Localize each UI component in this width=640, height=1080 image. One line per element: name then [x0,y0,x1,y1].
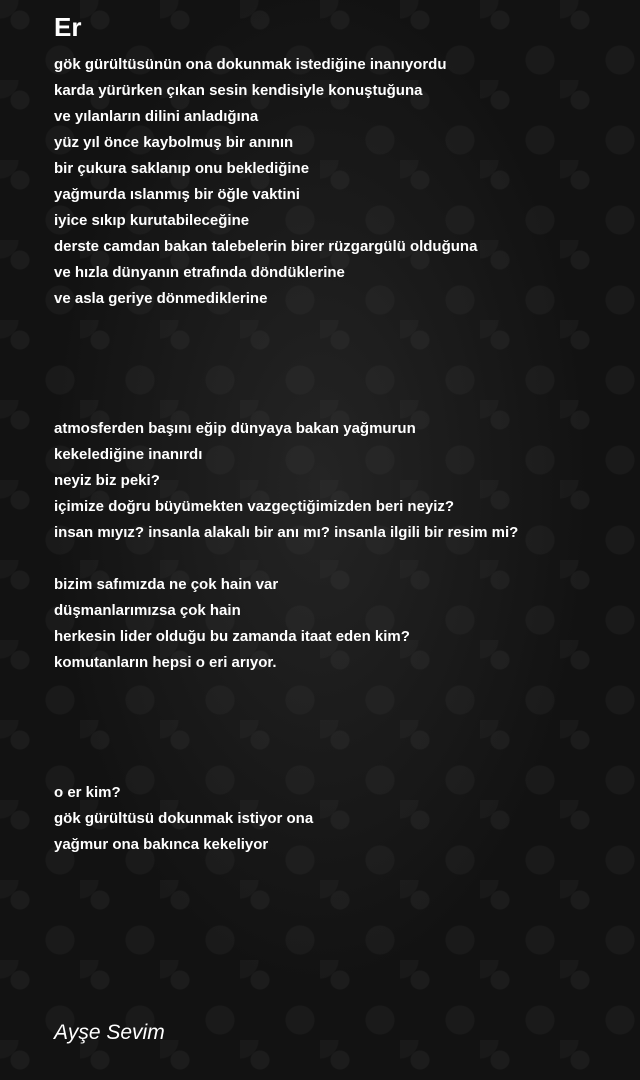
poem-line: gök gürültüsü dokunmak istiyor ona [54,810,314,827]
poem-line: gök gürültüsünün ona dokunmak istediğine inanıyordu [54,56,447,73]
poem-line: ve yılanların dilini anladığına [54,108,259,125]
stanza-gap [54,676,624,780]
poem-line: atmosferden başını eğip dünyaya bakan yağmurun [54,420,416,437]
poem-line: derste camdan bakan talebelerin birer rüzgargülü olduğuna [54,238,478,255]
poem-line: o er kim? [54,784,121,801]
poem-line: iyice sıkıp kurutabileceğine [54,212,250,229]
poem-line: içimize doğru büyümekten vazgeçtiğimizden beri neyiz? [54,498,455,515]
stanza-gap [54,546,624,572]
poem-body [54,52,624,858]
poem-line: bizim safımızda ne çok hain var [54,576,279,593]
poem-line: düşmanlarımızsa çok hain [54,602,241,619]
poem-line: ve asla geriye dönmediklerine [54,290,268,307]
poem-stanza-2 [54,416,624,546]
poem-line: yağmur ona bakınca kekeliyor [54,836,269,853]
poem-line: herkesin lider olduğu bu zamanda itaat eden kim? [54,628,410,645]
poem-line: insan mıyız? insanla alakalı bir anı mı? insanla ilgili bir resim mi? [54,524,519,541]
poem-stanza-4 [54,780,624,858]
poem-line: bir çukura saklanıp onu beklediğine [54,160,310,177]
poem-line: ve hızla dünyanın etrafında döndüklerine [54,264,345,281]
poem-stanza-1 [54,52,624,312]
poem-line: neyiz biz peki? [54,472,160,489]
poem-author: Ayşe Sevim [54,1021,165,1044]
poem-title: Er [54,12,82,42]
poem-line: yüz yıl önce kaybolmuş bir anının [54,134,294,151]
poem-line: karda yürürken çıkan sesin kendisiyle konuştuğuna [54,82,423,99]
poem-stanza-3 [54,572,624,676]
poem-line: kekelediğine inanırdı [54,446,203,463]
poem-line: yağmurda ıslanmış bir öğle vaktini [54,186,300,203]
poem-line: komutanların hepsi o eri arıyor. [54,654,277,671]
stanza-gap [54,312,624,416]
